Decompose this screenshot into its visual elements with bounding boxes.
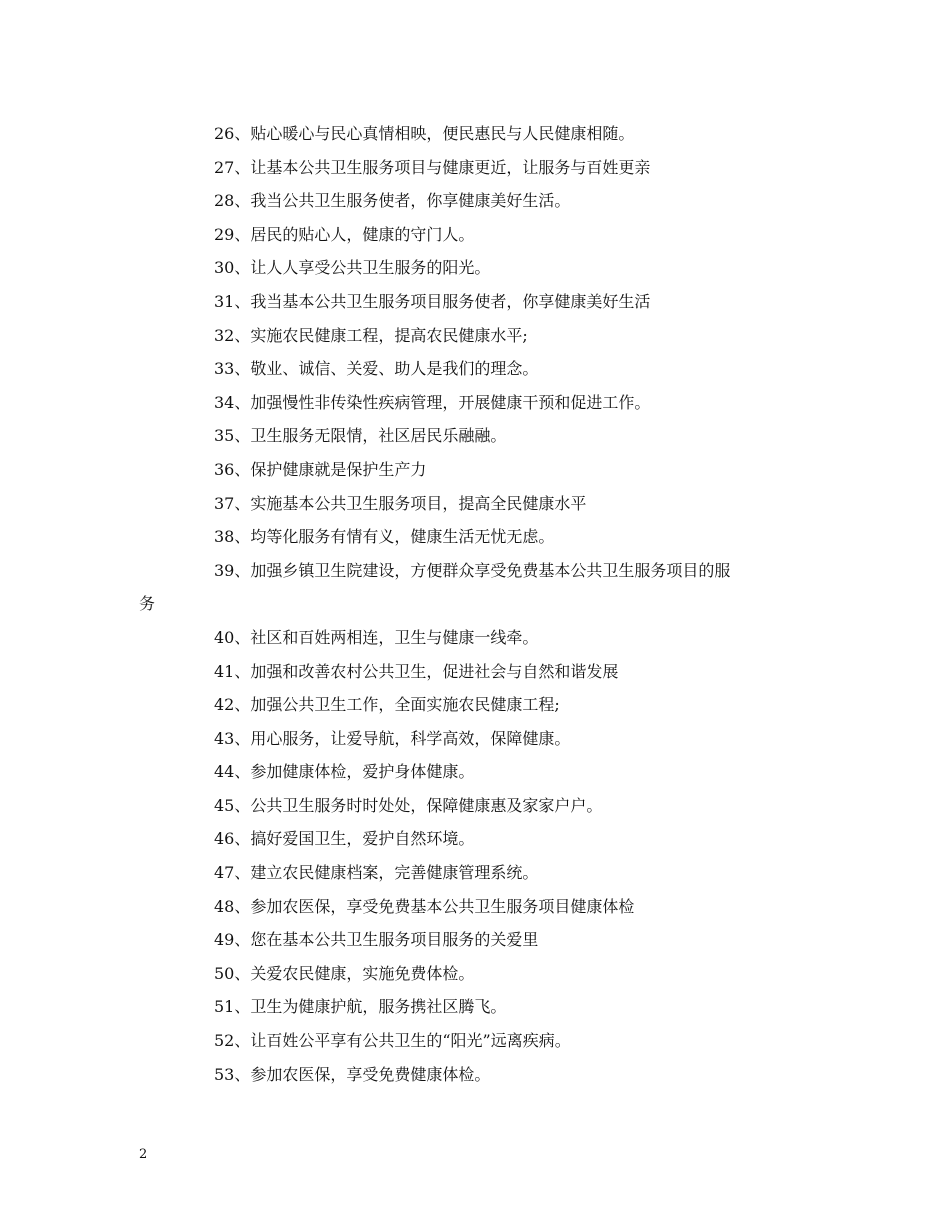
list-item: 52、让百姓公平享有公共卫生的“阳光”远离疾病。	[214, 1031, 571, 1051]
list-item: 40、社区和百姓两相连，卫生与健康一线牵。	[214, 627, 539, 647]
list-item: 48、参加农医保，享受免费基本公共卫生服务项目健康体检	[214, 896, 635, 916]
list-item: 46、搞好爱国卫生，爱护自然环境。	[214, 829, 475, 849]
list-item: 31、我当基本公共卫生服务项目服务使者，你享健康美好生活	[214, 291, 651, 311]
list-item: 42、加强公共卫生工作，全面实施农民健康工程;	[214, 695, 560, 715]
slogan-list	[139, 117, 819, 1091]
list-item: 44、参加健康体检，爱护身体健康。	[214, 762, 475, 782]
list-item-39-line2: 务	[139, 594, 156, 614]
list-item: 43、用心服务，让爱导航，科学高效，保障健康。	[214, 728, 571, 748]
list-item: 27、让基本公共卫生服务项目与健康更近，让服务与百姓更亲	[214, 157, 651, 177]
list-item: 33、敬业、诚信、关爱、助人是我们的理念。	[214, 359, 539, 379]
list-item: 32、实施农民健康工程，提高农民健康水平;	[214, 325, 528, 345]
list-item: 28、我当公共卫生服务使者，你享健康美好生活。	[214, 191, 571, 211]
list-item: 34、加强慢性非传染性疾病管理，开展健康干预和促进工作。	[214, 392, 651, 412]
page-number: 2	[139, 1147, 148, 1162]
list-item: 26、贴心暖心与民心真情相映，便民惠民与人民健康相随。	[214, 124, 635, 143]
list-item: 47、建立农民健康档案，完善健康管理系统。	[214, 863, 539, 883]
list-item: 49、您在基本公共卫生服务项目服务的关爱里	[214, 930, 539, 950]
list-item: 36、保护健康就是保护生产力	[214, 459, 427, 479]
list-item: 35、卫生服务无限情，社区居民乐融融。	[214, 426, 507, 446]
list-item-39-line1: 39、加强乡镇卫生院建设，方便群众享受免费基本公共卫生服务项目的服	[214, 560, 731, 580]
list-item: 29、居民的贴心人，健康的守门人。	[214, 224, 475, 244]
list-item: 50、关爱农民健康，实施免费体检。	[214, 963, 475, 983]
list-item: 53、参加农医保，享受免费健康体检。	[214, 1064, 491, 1084]
list-item: 30、让人人享受公共卫生服务的阳光。	[214, 258, 491, 278]
list-item: 38、均等化服务有情有义，健康生活无忧无虑。	[214, 527, 555, 547]
list-item: 41、加强和改善农村公共卫生，促进社会与自然和谐发展	[214, 661, 619, 681]
list-item: 51、卫生为健康护航，服务携社区腾飞。	[214, 997, 507, 1017]
list-item: 37、实施基本公共卫生服务项目，提高全民健康水平	[214, 493, 587, 513]
list-item: 45、公共卫生服务时时处处，保障健康惠及家家户户。	[214, 795, 603, 815]
